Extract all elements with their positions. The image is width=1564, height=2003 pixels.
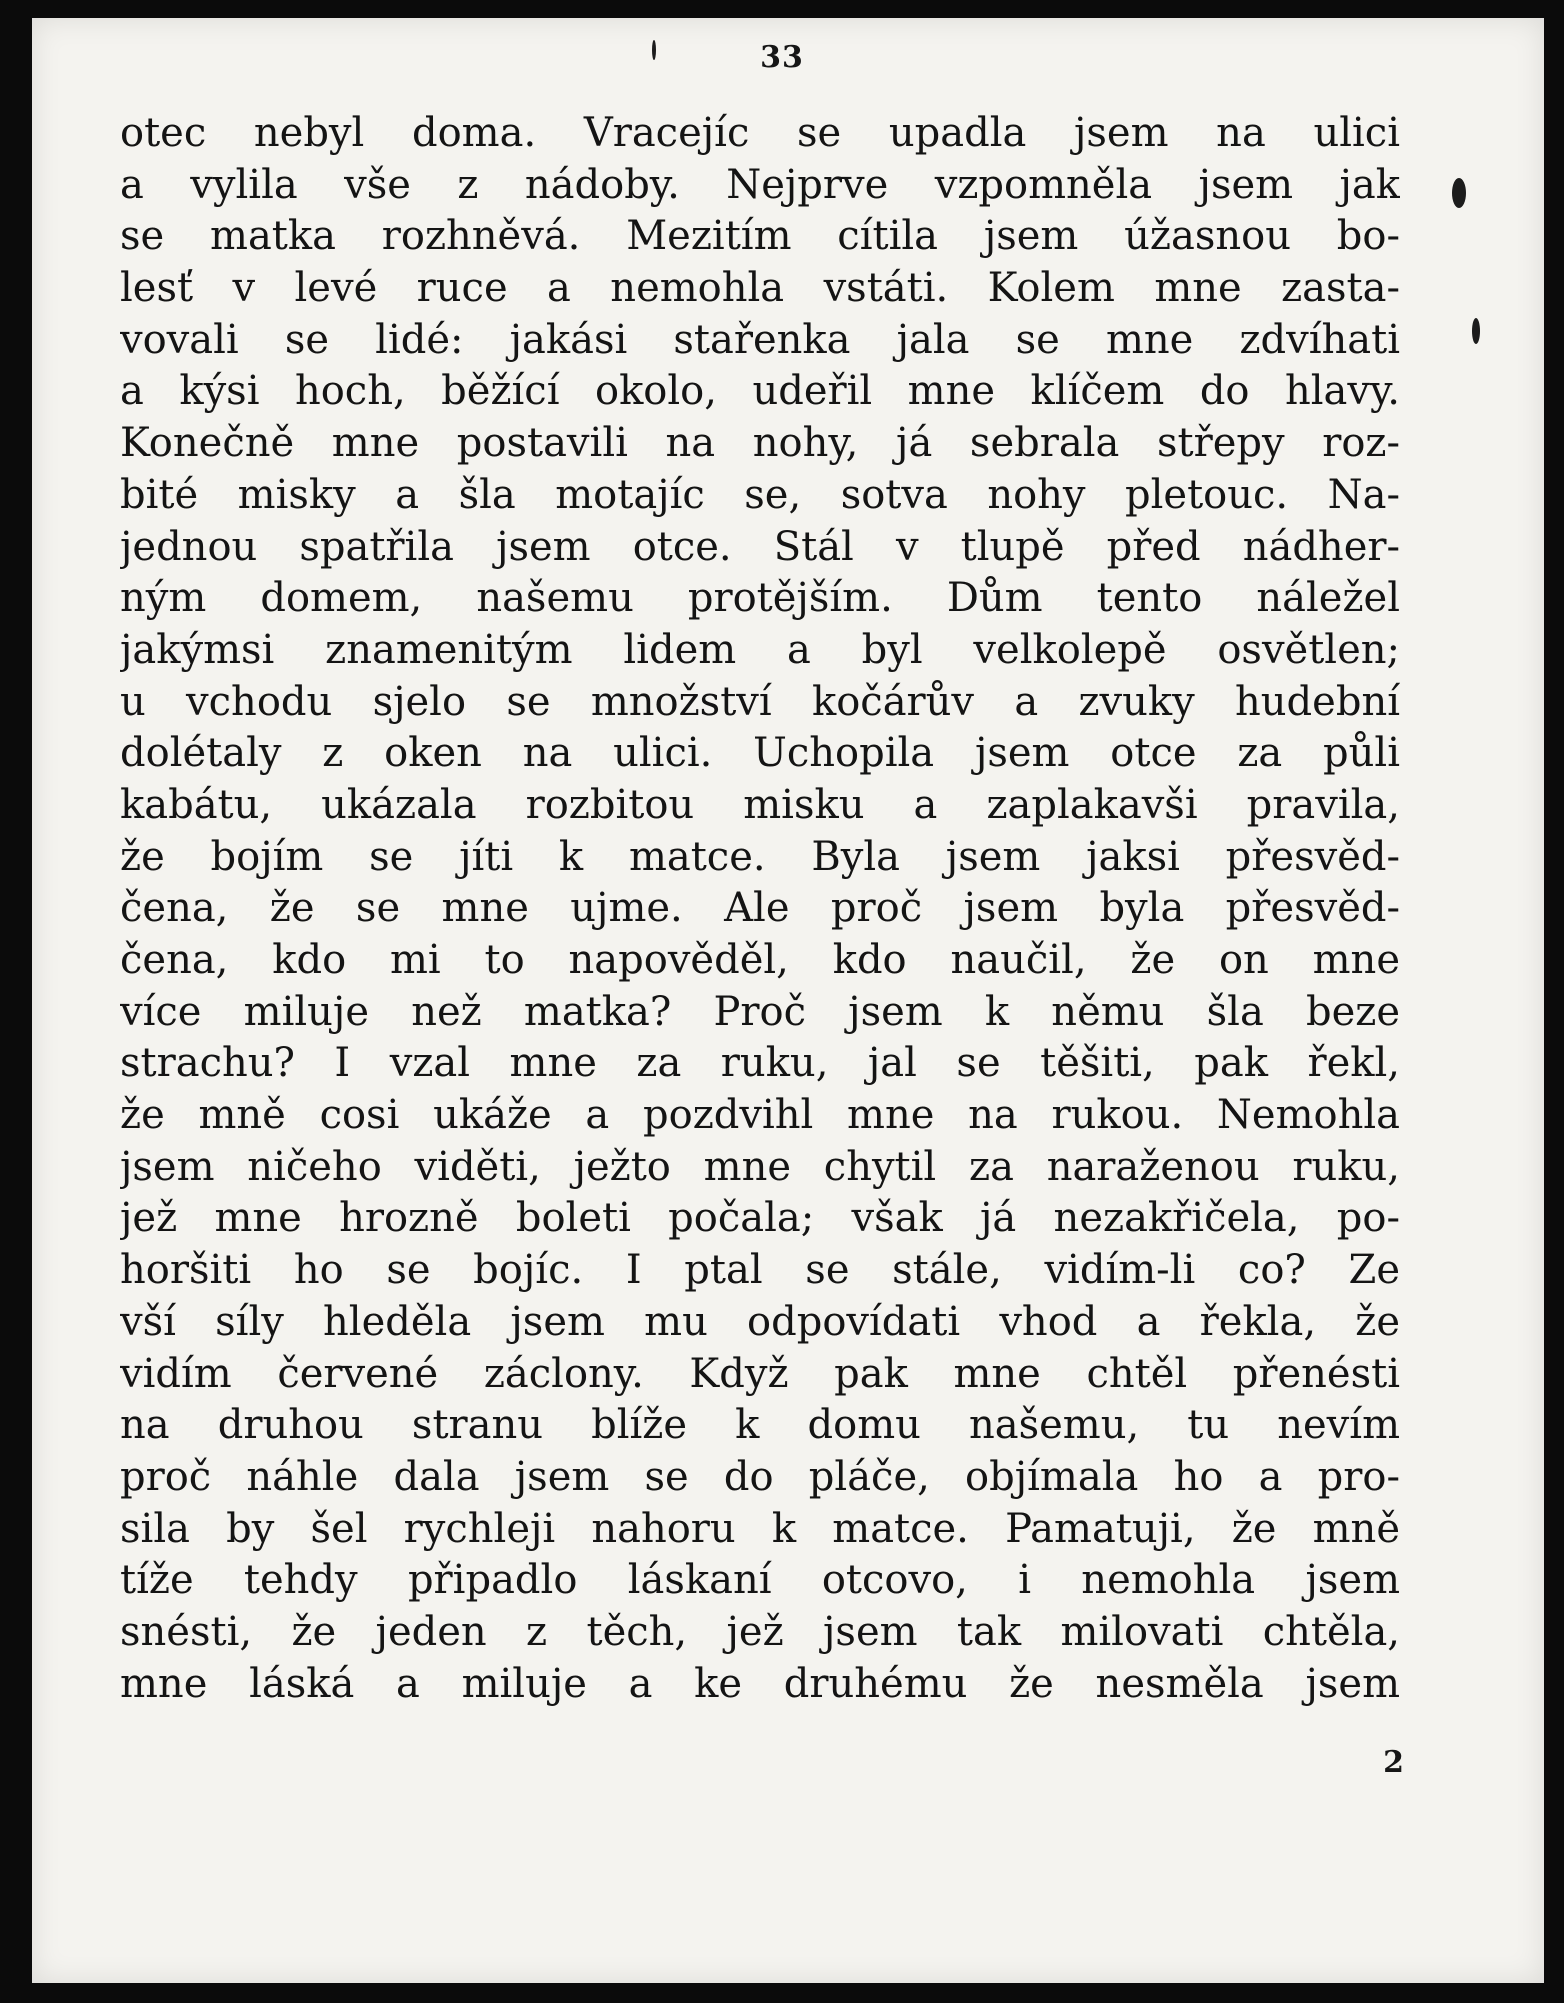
text-line: lesť v levé ruce a nemohla vstáti. Kolem mne zasta- [120,265,1400,312]
signature-mark: 2 [1383,1745,1404,1780]
text-line: horšiti ho se bojíc. I ptal se stále, vidím-li co? Ze [120,1247,1400,1294]
text-line: čena, kdo mi to napověděl, kdo naučil, že on mne [120,937,1400,983]
text-line: otec nebyl doma. Vracejíc se upadla jsem na ulici [120,110,1400,156]
text-line: bité misky a šla motajíc se, sotva nohy pletouc. Na- [120,471,1400,518]
text-line: sila by šel rychleji nahoru k matce. Pamatuji, že mně [120,1505,1400,1552]
text-line: kabátu, ukázala rozbitou misku a zaplakavši pravila, [120,781,1400,828]
text-line: více miluje než matka? Proč jsem k němu šla beze [120,988,1400,1035]
page-number: 33 [760,40,804,75]
text-line: dolétaly z oken na ulici. Uchopila jsem otce za půli [120,730,1400,777]
text-line: na druhou stranu blíže k domu našemu, tu nevím [120,1402,1400,1449]
ink-speck [1452,178,1466,208]
text-line: že mně cosi ukáže a pozdvihl mne na rukou. Nemohla [120,1092,1400,1139]
text-line: proč náhle dala jsem se do pláče, objímala ho a pro- [120,1453,1400,1500]
text-line: vidím červené záclony. Když pak mne chtěl přenésti [120,1350,1400,1397]
text-line: vší síly hleděla jsem mu odpovídati vhod a řekla, že [120,1298,1400,1345]
text-line: jež mne hrozně boleti počala; však já nezakřičela, po- [120,1195,1400,1242]
text-line: jakýmsi znamenitým lidem a byl velkolepě osvětlen; [120,626,1400,673]
text-line: a kýsi hoch, běžící okolo, udeřil mne klíčem do hlavy. [120,368,1400,415]
body-text [120,108,1400,1710]
text-line: vovali se lidé: jakási stařenka jala se mne zdvíhati [120,316,1400,363]
text-line: a vylila vše z nádoby. Nejprve vzpomněla jsem jak [120,161,1400,208]
ink-speck [1472,318,1480,344]
text-line: čena, že se mne ujme. Ale proč jsem byla přesvěd- [120,885,1400,932]
text-line: mne láská a miluje a ke druhému že nesměla jsem [120,1660,1400,1707]
text-line: Konečně mne postavili na nohy, já sebrala střepy roz- [120,420,1400,467]
text-line: tíže tehdy připadlo láskaní otcovo, i nemohla jsem [120,1557,1400,1604]
text-line: snésti, že jeden z těch, jež jsem tak milovati chtěla, [120,1608,1400,1655]
text-line: u vchodu sjelo se množství kočárův a zvuky hudební [120,678,1400,725]
text-line: že bojím se jíti k matce. Byla jsem jaksi přesvěd- [120,833,1400,880]
text-line: ným domem, našemu protějším. Dům tento náležel [120,575,1400,622]
text-line: jednou spatřila jsem otce. Stál v tlupě před nádher- [120,523,1400,570]
text-line: se matka rozhněvá. Mezitím cítila jsem úžasnou bo- [120,213,1400,260]
text-line: jsem ničeho viděti, ježto mne chytil za naraženou ruku, [120,1143,1400,1190]
text-line: strachu? I vzal mne za ruku, jal se těšiti, pak řekl, [120,1040,1400,1087]
